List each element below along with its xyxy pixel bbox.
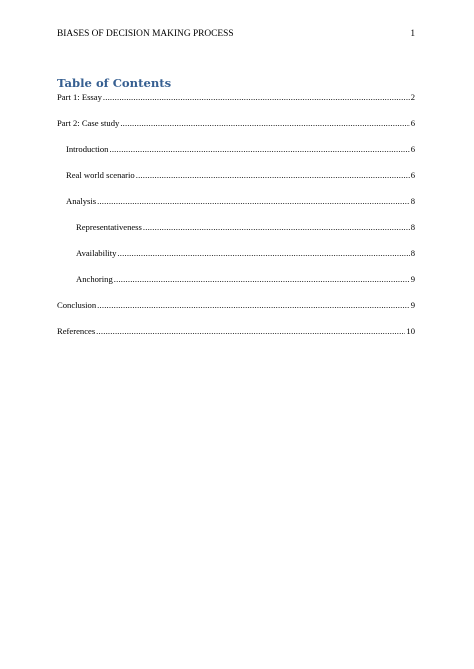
toc-dot-leader — [143, 221, 410, 233]
toc-entry-page: 6 — [410, 118, 415, 128]
toc-entry-page: 6 — [410, 144, 415, 154]
toc-dot-leader — [103, 91, 410, 103]
running-header-title: BIASES OF DECISION MAKING PROCESS — [57, 29, 234, 39]
toc-heading: Table of Contents — [57, 76, 172, 90]
toc-entry-label: Part 2: Case study — [57, 118, 120, 128]
toc-entry-page: 6 — [410, 170, 415, 180]
toc-entry-label: Anchoring — [76, 274, 113, 284]
toc-entry-real-world-scenario[interactable] — [66, 169, 415, 181]
toc-entry-page: 8 — [410, 248, 415, 258]
toc-dot-leader — [97, 299, 410, 311]
page-number: 1 — [410, 29, 415, 39]
toc-dot-leader — [96, 325, 405, 337]
toc-entry-label: Real world scenario — [66, 170, 135, 180]
toc-entry-page: 9 — [410, 274, 415, 284]
toc-dot-leader — [136, 169, 410, 181]
toc-entry-representativeness[interactable] — [76, 221, 415, 233]
toc-entry-references[interactable] — [57, 325, 415, 337]
toc-entry-analysis[interactable] — [66, 195, 415, 207]
toc-entry-page: 8 — [410, 196, 415, 206]
toc-entry-page: 2 — [410, 92, 415, 102]
toc-dot-leader — [97, 195, 410, 207]
running-header — [57, 27, 415, 41]
toc-dot-leader — [120, 117, 409, 129]
toc-entry-label: Part 1: Essay — [57, 92, 102, 102]
toc-entry-anchoring[interactable] — [76, 273, 415, 285]
toc-dot-leader — [117, 247, 409, 259]
toc-entry-part-2-case-study[interactable] — [57, 117, 415, 129]
toc-entry-label: Analysis — [66, 196, 97, 206]
toc-entry-page: 10 — [406, 326, 415, 336]
toc-entry-label: Availability — [76, 248, 117, 258]
toc-entry-label: Introduction — [66, 144, 109, 154]
toc-entry-introduction[interactable] — [66, 143, 415, 155]
toc-entry-page: 9 — [410, 300, 415, 310]
toc-entry-page: 8 — [410, 222, 415, 232]
toc-entry-label: References — [57, 326, 96, 336]
toc-entry-availability[interactable] — [76, 247, 415, 259]
toc-entry-label: Representativeness — [76, 222, 142, 232]
toc-entry-conclusion[interactable] — [57, 299, 415, 311]
toc-entry-label: Conclusion — [57, 300, 97, 310]
toc-dot-leader — [114, 273, 410, 285]
toc-entry-part-1-essay[interactable] — [57, 91, 415, 103]
toc-dot-leader — [109, 143, 409, 155]
